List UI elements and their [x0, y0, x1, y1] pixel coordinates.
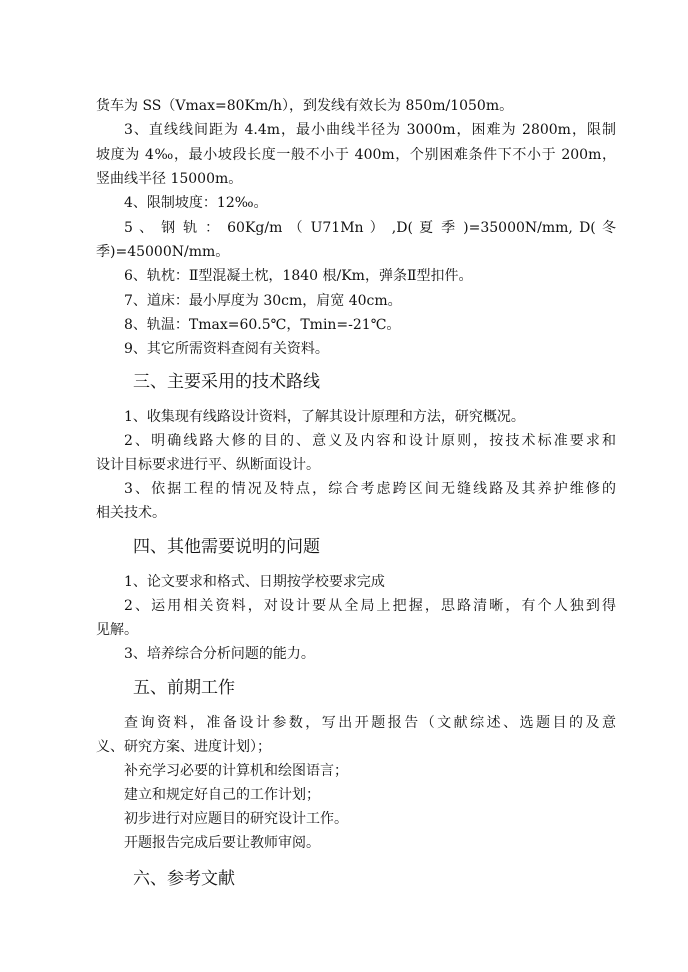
paragraph-line: 货车为 SS（Vmax=80Km/h），到发线有效长为 850m/1050m。: [96, 98, 514, 114]
paragraph-line: 3、直线线间距为 4.4m，最小曲线半径为 3000m，困难为 2800m，限制: [124, 122, 616, 138]
paragraph-line: 竖曲线半径 15000m。: [96, 171, 243, 187]
section-heading: 四、其他需要说明的问题: [133, 537, 320, 557]
paragraph-line: 4、限制坡度：12‰。: [124, 195, 268, 211]
paragraph-line: 5 、 钢 轨 ： 60Kg/m （ U71Mn ） ,D( 夏 季 )=35000N/mm, D( 冬: [124, 220, 616, 236]
paragraph-line: 7、道床：最小厚度为 30cm，肩宽 40cm。: [124, 293, 402, 309]
paragraph-line: 坡度为 4‰，最小坡段长度一般不小于 400m，个别困难条件下不小于 200m，: [96, 147, 616, 163]
paragraph-line: 开题报告完成后要让教师审阅。: [124, 835, 320, 851]
paragraph-line: 3、培养综合分析问题的能力。: [124, 646, 315, 662]
paragraph-line: 3、依据工程的情况及特点，综合考虑跨区间无缝线路及其养护维修的: [124, 481, 616, 497]
section-heading: 六、参考文献: [133, 869, 235, 889]
paragraph-line: 1、收集现有线路设计资料，了解其设计原理和方法，研究概况。: [124, 409, 525, 425]
paragraph-line: 初步进行对应题目的研究设计工作。: [124, 811, 348, 827]
paragraph-line: 设计目标要求进行平、纵断面设计。: [96, 457, 320, 473]
paragraph-line: 6、轨枕：Ⅱ型混凝土枕，1840 根/Km，弹条Ⅱ型扣件。: [124, 268, 473, 284]
paragraph-line: 补充学习必要的计算机和绘图语言；: [124, 763, 348, 779]
section-heading: 三、主要采用的技术路线: [133, 372, 320, 392]
paragraph-line: 查询资料，准备设计参数，写出开题报告（文献综述、选题目的及意: [124, 715, 616, 731]
paragraph-line: 2、明确线路大修的目的、意义及内容和设计原则，按技术标准要求和: [124, 433, 616, 449]
paragraph-line: 季)=45000N/mm。: [96, 244, 230, 260]
paragraph-line: 义、研究方案、进度计划）；: [96, 739, 271, 755]
paragraph-line: 8、轨温：Tmax=60.5℃，Tmin=-21℃。: [124, 317, 401, 333]
paragraph-line: 2、运用相关资料，对设计要从全局上把握，思路清晰，有个人独到得: [124, 598, 616, 614]
paragraph-line: 相关技术。: [96, 505, 166, 521]
paragraph-line: 1、论文要求和格式、日期按学校要求完成: [124, 574, 385, 590]
section-heading: 五、前期工作: [133, 678, 235, 698]
paragraph-line: 建立和规定好自己的工作计划；: [124, 787, 320, 803]
paragraph-line: 见解。: [96, 622, 138, 638]
paragraph-line: 9、其它所需资料查阅有关资料。: [124, 341, 329, 357]
